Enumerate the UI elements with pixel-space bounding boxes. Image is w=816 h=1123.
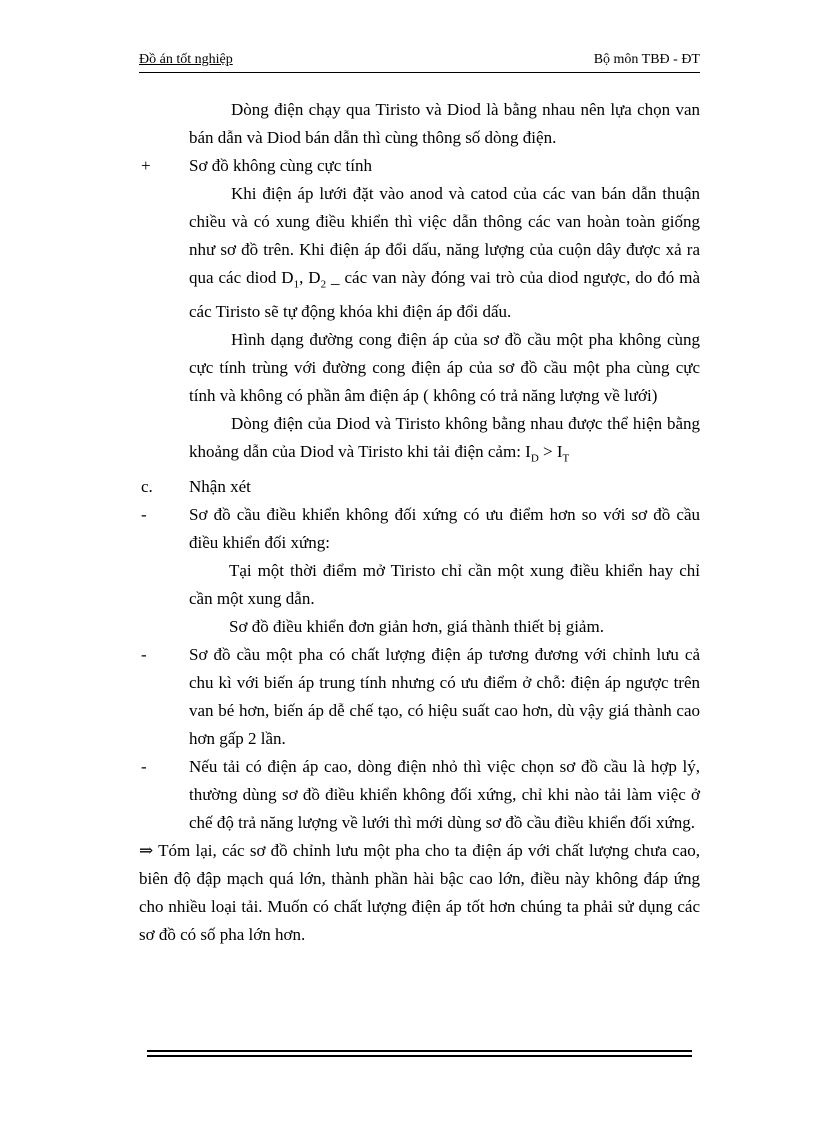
dash-marker: - <box>141 756 147 776</box>
paragraph-diode-explanation <box>139 180 700 326</box>
section-c-title: Nhận xét <box>189 476 251 496</box>
dash-item-2-text: Sơ đồ cầu một pha có chất lượng điện áp tương đương với chỉnh lưu cả chu kì với biến áp trung tính nhưng có ưu điểm ở chỗ: điện áp ngược trên van bé hơn, biến áp dễ chế tạo, có hiệu suất cao hơn, dù vậy giá thành cao hơn gấp 2 lần. <box>189 644 700 748</box>
dash-item-3 <box>139 753 700 837</box>
implies-arrow-icon: ⇒ <box>139 840 154 860</box>
dash-item-1 <box>139 501 700 557</box>
footer-rule-top <box>147 1050 692 1052</box>
dash-item-1-text: Sơ đồ cầu điều khiển không đối xứng có ưu điểm hơn so với sơ đồ cầu điều khiển đối xứng: <box>189 504 700 552</box>
paragraph-waveform: Hình dạng đường cong điện áp của sơ đồ cầu một pha không cùng cực tính trùng với đường cong điện áp của sơ đồ cầu một pha cùng cực tính và không có phần âm điện áp ( không có trả năng lượng về lưới) <box>189 330 700 406</box>
plus-marker: + <box>141 156 151 175</box>
footer-rule-bottom <box>147 1055 692 1057</box>
p4-sub-t: T <box>562 452 570 465</box>
sub-paragraph-2: Sơ đồ điều khiển đơn giản hơn, giá thành thiết bị giảm. <box>229 616 604 636</box>
dash-item-2 <box>139 641 700 753</box>
dash-item-3-text: Nếu tải có điện áp cao, dòng điện nhỏ thì việc chọn sơ đồ cầu là hợp lý, thường dùng sơ đồ điều khiển không đối xứng, chỉ khi nào tải làm việc ở chế độ trả năng lượng về lưới thì mới dùng sơ đồ cầu điều khiển đối xứng. <box>189 756 700 832</box>
summary-text: Tóm lại, các sơ đồ chỉnh lưu một pha cho ta điện áp với chất lượng chưa cao, biên độ đập mạch quá lớn, thành phần hài bậc cao lớn, điều này không đáp ứng cho nhiều loại tải. Muốn có chất lượng điện áp tốt hơn chúng ta phải sử dụng các sơ đồ có số pha lớn hơn. <box>139 840 700 944</box>
p2-sub-2: 2 <box>320 278 327 291</box>
list-item-plus <box>139 152 700 180</box>
page-header <box>139 50 700 73</box>
summary-paragraph <box>139 837 700 949</box>
p4-text-b: > I <box>538 442 563 462</box>
paragraph-current-diff <box>139 410 700 472</box>
paragraph-current-equal: Dòng điện chạy qua Tiristo và Diod là bằng nhau nên lựa chọn van bán dẫn và Diod bán dẫn thì cùng thông số dòng điện. <box>189 100 700 147</box>
p2-text-a: Khi điện áp lưới đặt vào anod và catod của các van bán dẫn thuận chiều và có xung điều khiển thì việc dẫn thông các van hoàn toàn giống như sơ đồ trên. Khi điện áp đổi dấu, năng lượng của cuộn dây được xả ra qua các diod D <box>189 184 700 287</box>
p4-text-a: Dòng điện của Diod và Tiristo không bằng nhau được thể hiện bằng khoảng dẫn của Diod và Tiristo khi tải điện cảm: I <box>189 414 700 462</box>
p2-text-b: , D <box>299 268 321 287</box>
section-c-heading <box>139 473 700 501</box>
dash-marker: - <box>141 504 147 524</box>
p4-sub-d: D <box>530 452 539 465</box>
header-left-title: Đồ án tốt nghiệp <box>139 52 233 67</box>
page-body <box>139 96 700 949</box>
section-c-marker: c. <box>141 476 153 496</box>
header-right-title: Bộ môn TBĐ - ĐT <box>593 52 700 67</box>
p2-sub-1: 1 <box>293 278 300 291</box>
dash-marker: - <box>141 644 147 664</box>
item-plus-title: Sơ đồ không cùng cực tính <box>189 156 372 175</box>
sub-paragraph-1: Tại một thời điểm mở Tiristo chỉ cần một xung điều khiển hay chỉ cần một xung dẫn. <box>189 560 700 608</box>
p2-text-c: _ các van này đóng vai trò của diod ngược, do đó mà các Tiristo sẽ tự động khóa khi điện áp đổi dấu. <box>189 268 700 322</box>
